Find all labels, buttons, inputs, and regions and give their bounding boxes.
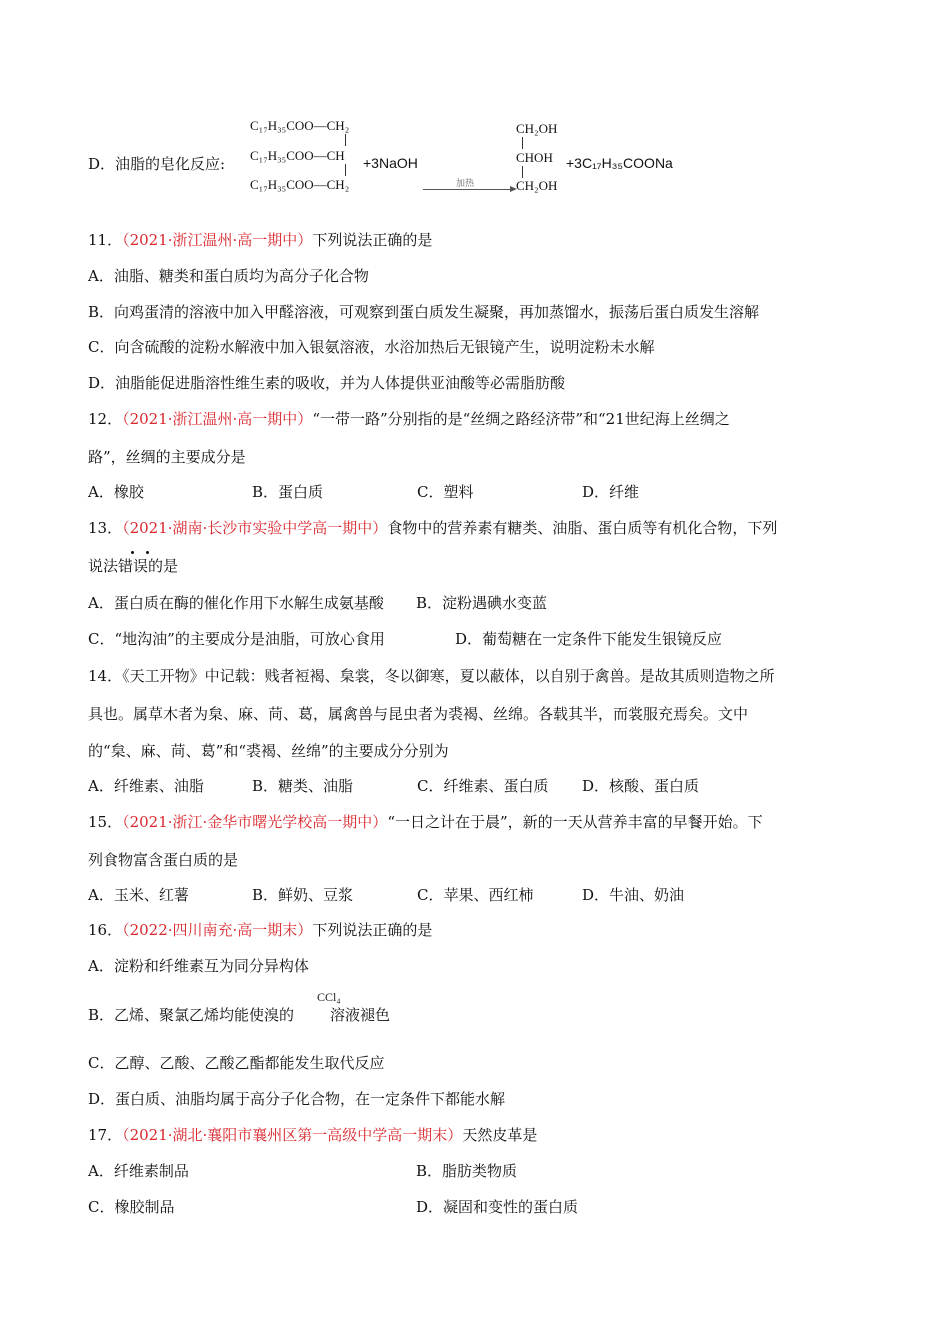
question-13-header [88,518,777,538]
question-number: 13． [88,519,123,537]
q14-stem-cont-1: 具也。属草木者为枲、麻、苘、葛，属禽兽与昆虫者为裘褐、丝绵。各载其半，而裳服充焉矣。文中 [88,705,749,723]
q16-option-b-text-end: 溶液褪色 [330,1006,391,1024]
question-stem: 下列说法正确的是 [312,231,433,249]
q11-option-d: D．油脂能促进脂溶性维生素的吸收，并为人体提供亚油酸等必需脂肪酸 [88,374,566,392]
q15-option-b: B．鲜奶、豆浆 [252,886,354,904]
q15-option-d: D．牛油、奶油 [582,886,685,904]
question-12-header [88,409,730,429]
q10-option-d-label: D．油脂的皂化反应: [88,155,226,173]
question-stem: “一日之计在于晨”，新的一天从营养丰富的早餐开始。下 [387,813,763,831]
q15-stem-cont: 列食物富含蛋白质的是 [88,851,239,869]
question-stem: 《天工开物》中记载：贱者裋褐、枲裳，冬以御寒，夏以蔽体，以自别于禽兽。是故其质则造物之所 [122,667,775,685]
question-11-header [88,230,432,250]
question-source: （2021·湖北·襄阳市襄州区第一高级中学高一期末） [122,1126,463,1144]
question-15-header [88,812,763,832]
question-number: 14． [88,667,123,685]
q12-stem-cont: 路”，丝绸的主要成分是 [88,448,246,466]
question-16-header [88,920,432,940]
question-source: （2022·四川南充·高一期末） [122,921,313,939]
q14-option-c: C．纤维素、蛋白质 [417,777,549,795]
emphasis-dot [146,551,149,554]
reactant-row-3: C₁₇H₃₅COO—CH₂ [250,177,350,192]
reaction-arrow-line [423,189,511,190]
ccl4-formula: CCl₄ [317,990,341,1004]
q14-option-b: B．糖类、油脂 [252,777,354,795]
plus-naoh: +3NaOH [363,155,418,171]
product-bond-2 [522,166,523,178]
product-bond-1 [522,137,523,149]
q12-option-a: A．橡胶 [88,483,144,501]
q16-option-b [88,1005,390,1025]
question-stem: 食物中的营养素有糖类、油脂、蛋白质等有机化合物，下列 [387,519,778,537]
q17-option-a: A．纤维素制品 [88,1162,189,1180]
q13-option-d: D．葡萄糖在一定条件下能发生银镜反应 [455,630,723,648]
question-stem: 下列说法正确的是 [312,921,433,939]
q12-option-b: B．蛋白质 [252,483,324,501]
reactant-row-2: C₁₇H₃₅COO—CH [250,148,345,163]
q13-option-b: B．淀粉遇碘水变蓝 [416,594,548,612]
q13-option-a: A．蛋白质在酶的催化作用下水解生成氨基酸 [88,594,384,612]
question-14-header [88,666,775,686]
q16-option-c: C．乙醇、乙酸、乙酸乙酯都能发生取代反应 [88,1054,385,1072]
q12-option-c: C．塑料 [417,483,474,501]
q17-option-b: B．脂肪类物质 [416,1162,518,1180]
q14-stem-cont-2: 的“枲、麻、苘、葛”和“裘褐、丝绵”的主要成分分别为 [88,742,449,760]
question-stem: “一带一路”分别指的是“丝绸之路经济带”和“21世纪海上丝绸之 [312,410,730,428]
question-number: 11． [88,231,123,249]
q11-option-b: B．向鸡蛋清的溶液中加入甲醛溶液，可观察到蛋白质发生凝聚，再加蒸馏水，振荡后蛋白质发生溶解 [88,303,760,321]
q15-option-a: A．玉米、红薯 [88,886,189,904]
question-source: （2021·浙江温州·高一期中） [122,410,313,428]
q15-option-c: C．苹果、西红柿 [417,886,534,904]
q14-option-d: D．核酸、蛋白质 [582,777,700,795]
question-number: 16． [88,921,123,939]
question-source: （2021·浙江温州·高一期中） [122,231,313,249]
q16-option-b-text: B．乙烯、聚氯乙烯均能使溴的 [88,1006,295,1024]
question-number: 15． [88,813,123,831]
q14-option-a: A．纤维素、油脂 [88,777,204,795]
q13-stem-cont: 说法错误的是 [88,557,179,575]
plus-soap: +3C₁₇H₃₅COONa [566,155,673,171]
emphasis-dot [131,551,134,554]
question-source: （2021·浙江·金华市曙光学校高一期中） [122,813,388,831]
q11-option-a: A．油脂、糖类和蛋白质均为高分子化合物 [88,267,369,285]
reactant-bond-2 [345,164,346,176]
q12-option-d: D．纤维 [582,483,640,501]
q16-option-a: A．淀粉和纤维素互为同分异构体 [88,957,309,975]
q17-option-c: C．橡胶制品 [88,1198,175,1216]
q16-option-d: D．蛋白质、油脂均属于高分子化合物，在一定条件下都能水解 [88,1090,506,1108]
product-row-1: CH₂OH [516,121,558,136]
product-row-2: CHOH [516,150,553,165]
question-source: （2021·湖南·长沙市实验中学高一期中） [122,519,388,537]
q13-option-c: C．“地沟油”的主要成分是油脂，可放心食用 [88,630,385,648]
condition-label: 加热 [456,179,475,189]
question-stem: 天然皮革是 [462,1126,538,1144]
product-row-3: CH₂OH [516,178,558,193]
question-number: 12． [88,410,123,428]
question-17-header [88,1125,537,1145]
q11-option-c: C．向含硫酸的淀粉水解液中加入银氨溶液，水浴加热后无银镜产生，说明淀粉未水解 [88,338,655,356]
reactant-row-1: C₁₇H₃₅COO—CH₂ [250,118,350,133]
question-number: 17． [88,1126,123,1144]
q17-option-d: D．凝固和变性的蛋白质 [416,1198,579,1216]
reactant-bond-1 [345,134,346,146]
